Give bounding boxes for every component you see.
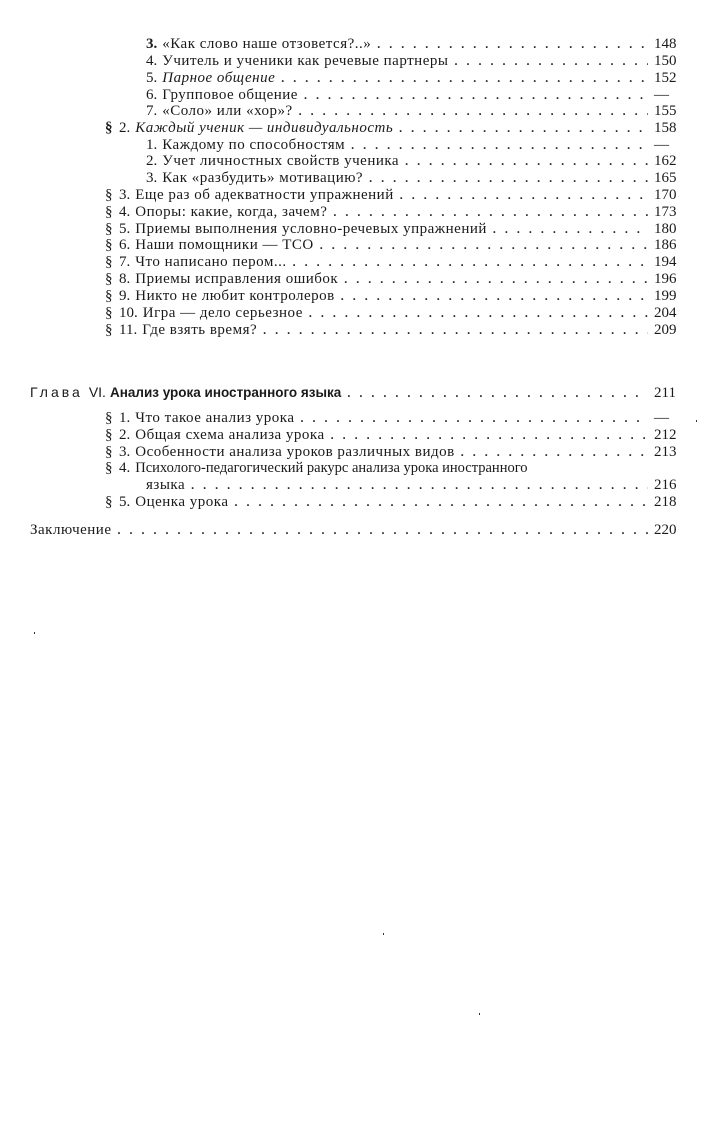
dot-leader bbox=[263, 322, 648, 339]
entry-page: — bbox=[654, 87, 669, 103]
entry-title: Игра — дело серьезное bbox=[142, 305, 303, 321]
entry-page: 209 bbox=[654, 322, 677, 338]
section-sign: § bbox=[105, 254, 113, 270]
entry-title: Групповое общение bbox=[162, 87, 298, 103]
entry-title: Что такое анализ урока bbox=[135, 410, 295, 426]
toc-entry bbox=[105, 187, 686, 204]
toc-entry bbox=[105, 271, 686, 288]
entry-number: 5. bbox=[119, 494, 131, 510]
entry-title: Опоры: какие, когда, зачем? bbox=[135, 204, 328, 220]
entry-title: Оценка урока bbox=[135, 494, 229, 510]
entry-number: 9. bbox=[119, 288, 131, 304]
dot-leader bbox=[377, 36, 648, 53]
section-sign: § bbox=[105, 322, 113, 338]
entry-title: Каждый ученик — индивидуальность bbox=[135, 120, 394, 136]
dot-leader bbox=[399, 120, 648, 137]
toc-entry bbox=[105, 254, 686, 271]
entry-page: 170 bbox=[654, 187, 677, 203]
toc-entry bbox=[105, 204, 686, 221]
entry-page: 152 bbox=[654, 70, 677, 86]
entry-number: 3. bbox=[119, 444, 131, 460]
dot-leader bbox=[281, 70, 648, 87]
entry-page: 150 bbox=[654, 53, 677, 69]
entry-number: 7. bbox=[119, 254, 131, 270]
entry-title: Наши помощники — ТСО bbox=[135, 237, 314, 253]
dot-leader bbox=[405, 153, 648, 170]
section-sign: § bbox=[105, 237, 113, 253]
dot-leader bbox=[301, 410, 649, 427]
entry-title: Общая схема анализа урока bbox=[135, 427, 325, 443]
toc-entry bbox=[105, 444, 686, 461]
entry-page: 165 bbox=[654, 170, 677, 186]
entry-page: 158 bbox=[654, 120, 677, 136]
toc-entry bbox=[105, 120, 686, 137]
dot-leader bbox=[351, 137, 648, 154]
entry-page: 199 bbox=[654, 288, 677, 304]
entry-number: 3. bbox=[146, 170, 158, 186]
entry-number: 5. bbox=[119, 221, 131, 237]
dot-leader bbox=[400, 187, 648, 204]
entry-title: Психолого-педагогический ракурс анализа урока иностранного bbox=[135, 460, 528, 476]
chapter-heading bbox=[30, 384, 686, 401]
entry-title: Приемы исправления ошибок bbox=[135, 271, 339, 287]
dot-leader bbox=[320, 237, 648, 254]
section-sign: § bbox=[105, 410, 113, 426]
dot-leader bbox=[118, 522, 649, 539]
section-sign: § bbox=[105, 204, 113, 220]
entry-title: Приемы выполнения условно-речевых упражнений bbox=[135, 221, 487, 237]
entry-title: Что написано пером... bbox=[135, 254, 287, 270]
toc-entry bbox=[146, 137, 686, 154]
dot-leader bbox=[461, 444, 648, 461]
entry-number: 6. bbox=[119, 237, 131, 253]
dot-leader bbox=[331, 427, 648, 444]
entry-title: «Как слово наше отзовется?..» bbox=[162, 36, 372, 52]
entry-page: 194 bbox=[654, 254, 677, 270]
entry-title: Парное общение bbox=[162, 70, 276, 86]
entry-number: 3. bbox=[119, 187, 131, 203]
conclusion-title: Заключение bbox=[30, 522, 112, 538]
section-sign: § bbox=[105, 305, 113, 321]
entry-number: 4. bbox=[119, 204, 131, 220]
entry-number: 1. bbox=[119, 410, 131, 426]
entry-number: 8. bbox=[119, 271, 131, 287]
toc-entry bbox=[146, 53, 686, 70]
section-sign: § bbox=[105, 187, 113, 203]
chapter-label: Глава bbox=[30, 384, 83, 400]
entry-page: 186 bbox=[654, 237, 677, 253]
entry-page: 218 bbox=[654, 494, 677, 510]
entry-page: — bbox=[654, 137, 669, 153]
entry-number: 11. bbox=[119, 322, 138, 338]
scan-speck bbox=[479, 1013, 480, 1015]
dot-leader bbox=[369, 170, 648, 187]
toc-entry bbox=[105, 221, 686, 238]
dot-leader bbox=[493, 221, 648, 238]
entry-title-continuation: языка bbox=[146, 477, 186, 493]
chapter-number: VI. bbox=[88, 384, 106, 400]
entry-number: 3. bbox=[146, 36, 158, 52]
scan-speck bbox=[696, 420, 697, 422]
entry-title: Учитель и ученики как речевые партнеры bbox=[162, 53, 449, 69]
toc-entry bbox=[146, 36, 686, 53]
entry-title: Где взять время? bbox=[142, 322, 258, 338]
entry-number: 2. bbox=[119, 120, 131, 136]
entry-title: «Соло» или «хор»? bbox=[162, 103, 293, 119]
section-sign: § bbox=[105, 221, 113, 237]
entry-title: Учет личностных свойств ученика bbox=[162, 153, 400, 169]
entry-page: 155 bbox=[654, 103, 677, 119]
entry-title: Как «разбудить» мотивацию? bbox=[162, 170, 364, 186]
section-sign: § bbox=[105, 427, 113, 443]
dot-leader bbox=[347, 385, 648, 402]
section-sign: § bbox=[105, 288, 113, 304]
entry-page: 196 bbox=[654, 271, 677, 287]
toc-entry bbox=[105, 427, 686, 444]
entry-number: 2. bbox=[119, 427, 131, 443]
toc-entry bbox=[105, 460, 686, 477]
entry-title: Никто не любит контролеров bbox=[135, 288, 335, 304]
entry-page: 180 bbox=[654, 221, 677, 237]
section-sign: § bbox=[105, 460, 113, 476]
dot-leader bbox=[454, 53, 648, 70]
scan-speck bbox=[383, 933, 384, 935]
entry-number: 6. bbox=[146, 87, 158, 103]
entry-number: 5. bbox=[146, 70, 158, 86]
conclusion-page: 220 bbox=[654, 522, 677, 538]
section-sign: § bbox=[105, 494, 113, 510]
conclusion-entry bbox=[30, 522, 686, 539]
section-sign: § bbox=[105, 271, 113, 287]
entry-number: 4. bbox=[146, 53, 158, 69]
toc-entry bbox=[105, 305, 686, 322]
entry-number: 2. bbox=[146, 153, 158, 169]
entry-number: 7. bbox=[146, 103, 158, 119]
scan-speck bbox=[34, 632, 35, 634]
toc-entry bbox=[146, 170, 686, 187]
section-sign: § bbox=[105, 120, 113, 136]
toc-entry bbox=[146, 70, 686, 87]
entry-page: 162 bbox=[654, 153, 677, 169]
dot-leader bbox=[333, 204, 648, 221]
entry-page: 212 bbox=[654, 427, 677, 443]
toc-entry bbox=[105, 494, 686, 511]
toc-entry bbox=[146, 103, 686, 120]
dot-leader bbox=[344, 271, 648, 288]
dot-leader bbox=[191, 477, 648, 494]
entry-page: 216 bbox=[654, 477, 677, 493]
entry-title: Особенности анализа уроков различных видов bbox=[135, 444, 455, 460]
entry-page: 148 bbox=[654, 36, 677, 52]
entry-number: 1. bbox=[146, 137, 158, 153]
entry-page: 204 bbox=[654, 305, 677, 321]
dot-leader bbox=[304, 87, 648, 104]
entry-number: 10. bbox=[119, 305, 138, 321]
chapter-page: 211 bbox=[654, 385, 676, 401]
entry-page: — bbox=[654, 410, 669, 426]
dot-leader bbox=[299, 103, 648, 120]
entry-page: 213 bbox=[654, 444, 677, 460]
dot-leader bbox=[341, 288, 648, 305]
dot-leader bbox=[293, 254, 648, 271]
toc-entry bbox=[146, 153, 686, 170]
entry-number: 4. bbox=[119, 460, 131, 476]
entry-title: Еще раз об адекватности упражнений bbox=[135, 187, 394, 203]
toc-entry bbox=[146, 87, 686, 104]
section-sign: § bbox=[105, 444, 113, 460]
toc-entry bbox=[105, 410, 686, 427]
toc-entry bbox=[105, 237, 686, 254]
dot-leader bbox=[309, 305, 648, 322]
entry-page: 173 bbox=[654, 204, 677, 220]
toc-entry bbox=[105, 322, 686, 339]
toc-entry-continuation bbox=[146, 477, 686, 494]
toc-entry bbox=[105, 288, 686, 305]
entry-title: Каждому по способностям bbox=[162, 137, 346, 153]
chapter-title: Анализ урока иностранного языка bbox=[109, 385, 342, 400]
dot-leader bbox=[234, 494, 648, 511]
